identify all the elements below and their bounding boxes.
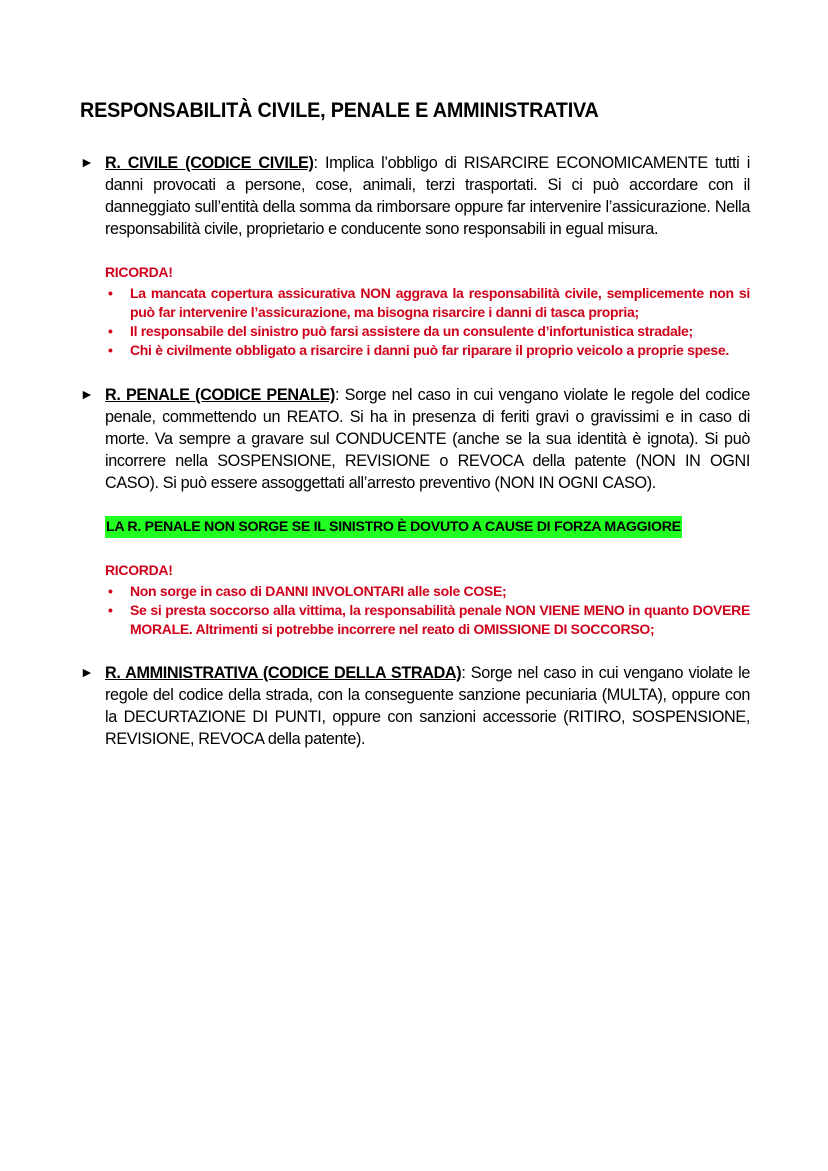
civile-paragraph xyxy=(105,152,750,240)
civile-heading: R. CIVILE (CODICE CIVILE) xyxy=(105,154,314,172)
bullet-dot-icon: • xyxy=(108,602,113,618)
civile-text: : Implica l’obbligo di RISARCIRE ECONOMICAMENTE tutti i danni provocati a persone, cose, animali, terzi trasportati. Si ci può accordare con il danneggiato sull’entità della somma da rimborsare oppure far intervenire l’assicurazione. Nella responsabilità civile, proprietario e conducente sono responsabili in egual misura. xyxy=(105,154,750,238)
arrow-bullet-icon: ► xyxy=(80,664,94,680)
civile-reminder-box xyxy=(105,262,750,360)
penale-highlight-wrap xyxy=(105,516,682,538)
amministrativa-text: : Sorge nel caso in cui vengano violate le regole del codice della strada, con la conseguente sanzione pecuniaria (MULTA), oppure con la DECURTAZIONE DI PUNTI, oppure con sanzioni accessorie (RITIRO, SOSPENSIONE, REVISIONE, REVOCA della patente). xyxy=(105,664,750,748)
penale-reminder-box xyxy=(105,560,750,639)
bullet-dot-icon: • xyxy=(108,285,113,301)
section-civile xyxy=(80,152,750,360)
section-penale xyxy=(80,384,750,494)
civile-ricorda-label: RICORDA! xyxy=(105,264,173,280)
list-item: • Il responsabile del sinistro può farsi assistere da un consulente d’infortunistica stradale; xyxy=(108,323,693,339)
penale-highlight-note: LA R. PENALE NON SORGE SE IL SINISTRO È DOVUTO A CAUSE DI FORZA MAGGIORE xyxy=(105,516,682,538)
arrow-bullet-icon: ► xyxy=(80,386,94,402)
penale-heading: R. PENALE (CODICE PENALE) xyxy=(105,386,336,404)
bullet-dot-icon: • xyxy=(108,323,113,339)
amministrativa-paragraph xyxy=(105,662,750,750)
section-amministrativa xyxy=(80,662,750,750)
bullet-dot-icon: • xyxy=(108,342,113,358)
list-item: • La mancata copertura assicurativa NON aggrava la responsabilità civile, semplicemente non si può far intervenire l’assicurazione, ma bisogna risarcire i danni di tasca propria; xyxy=(108,285,750,320)
section-penale-reminders xyxy=(80,560,750,639)
penale-paragraph xyxy=(105,384,750,494)
page-title: RESPONSABILITÀ CIVILE, PENALE E AMMINISTRATIVA xyxy=(80,98,599,122)
list-item: • Non sorge in caso di DANNI INVOLONTARI alle sole COSE; xyxy=(108,583,507,599)
amministrativa-heading: R. AMMINISTRATIVA (CODICE DELLA STRADA) xyxy=(105,664,462,682)
list-item: • Se si presta soccorso alla vittima, la responsabilità penale NON VIENE MENO in quanto DOVERE MORALE. Altrimenti si potrebbe incorrere nel reato di OMISSIONE DI SOCCORSO; xyxy=(108,602,750,637)
penale-text: : Sorge nel caso in cui vengano violate le regole del codice penale, commettendo un REATO. Si ha in presenza di feriti gravi o gravissimi e in caso di morte. Va sempre a gravare sul CONDUCENTE (anche se la sua identità è ignota). Si può incorrere nella SOSPENSIONE, REVISIONE o REVOCA della patente (NON IN OGNI CASO). Si può essere assoggettati all’arresto preventivo (NON IN OGNI CASO). xyxy=(105,386,750,492)
arrow-bullet-icon: ► xyxy=(80,154,94,170)
civile-reminder-list xyxy=(105,284,750,360)
penale-ricorda-label: RICORDA! xyxy=(105,562,173,578)
penale-reminder-list xyxy=(105,582,750,639)
list-item: • Chi è civilmente obbligato a risarcire i danni può far riparare il proprio veicolo a proprie spese. xyxy=(108,342,729,358)
bullet-dot-icon: • xyxy=(108,583,113,599)
